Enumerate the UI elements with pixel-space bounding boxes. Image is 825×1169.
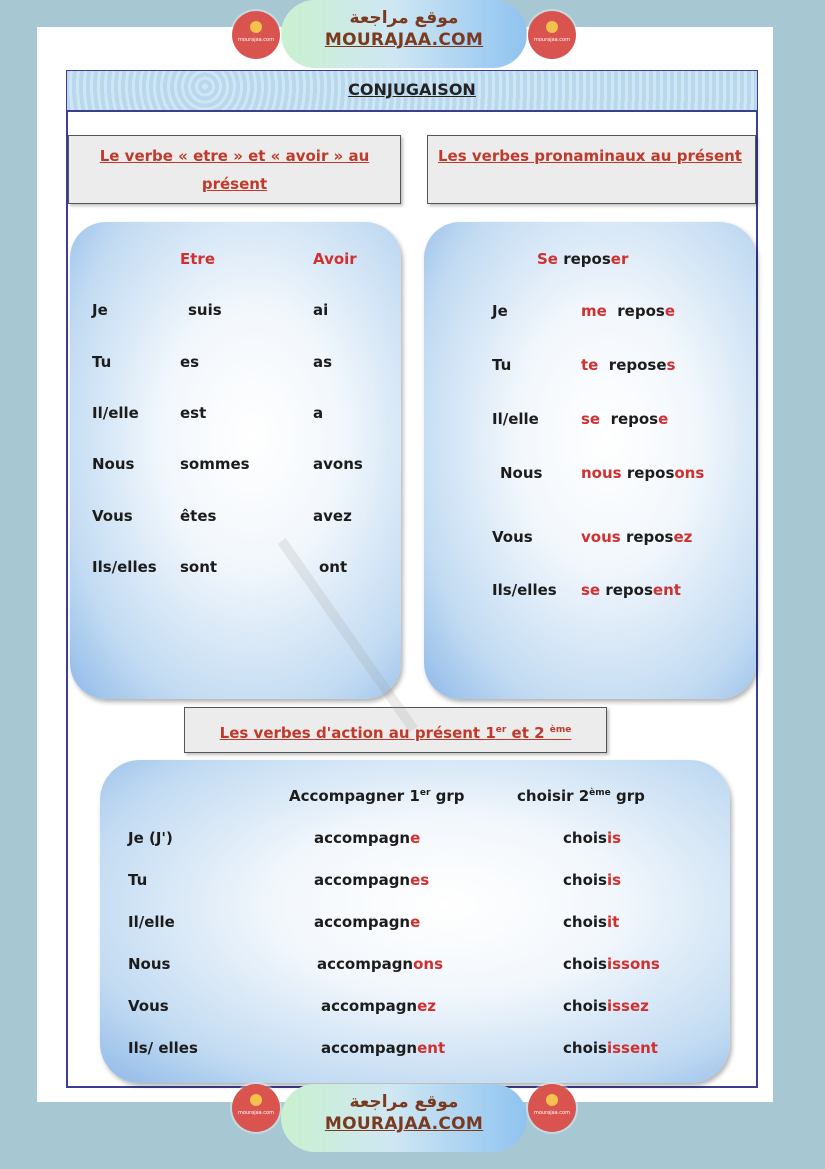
pronoun: Nous — [92, 455, 135, 473]
verb-ending: e — [664, 302, 675, 320]
accompagner-form — [314, 871, 429, 889]
choisir-form — [563, 1039, 658, 1057]
avoir-form: avez — [313, 507, 352, 525]
avoir-form: avons — [313, 455, 363, 473]
conjugated-form — [581, 581, 681, 599]
section-heading-verbes-action — [184, 707, 607, 753]
verb-ending: ons — [674, 464, 705, 482]
accompagner-form — [314, 913, 420, 931]
reflexive-pronoun: me — [581, 302, 607, 320]
reflexive-pronoun: nous — [581, 464, 622, 482]
choisir-form — [563, 955, 660, 973]
conjugated-form — [581, 356, 675, 374]
column-header-accompagner — [289, 787, 465, 805]
verb-stem: accompagn — [321, 997, 418, 1015]
verb-ending: it — [606, 913, 620, 931]
verb-ending: e — [658, 410, 669, 428]
verb-stem: repose — [608, 356, 667, 374]
accompagner-form — [317, 955, 443, 973]
verb-stem: repos — [625, 528, 674, 546]
verb-ending: ent — [417, 1039, 446, 1057]
site-name-arabic: موقع مراجعة — [349, 1092, 459, 1112]
column-header-choisir — [517, 787, 645, 805]
heading-main: Les verbes d'action au présent 1 — [219, 724, 496, 742]
reflexive-pronoun: se — [581, 410, 601, 428]
col1-tail: grp — [430, 787, 465, 805]
etre-form: êtes — [180, 507, 217, 525]
etre-form: es — [180, 353, 200, 371]
reflexive-pronoun: vous — [581, 528, 621, 546]
verb-stem: repos — [617, 302, 665, 320]
etre-form: est — [180, 404, 207, 422]
accompagner-form — [321, 997, 436, 1015]
pronoun: Je — [92, 301, 108, 319]
section-heading-etre-avoir — [68, 135, 401, 204]
verb-stem: chois — [563, 829, 607, 847]
site-name-arabic: موقع مراجعة — [349, 8, 459, 28]
pronoun: Ils/elles — [92, 558, 157, 576]
heading-line-2: présent — [201, 175, 268, 193]
column-header-avoir: Avoir — [313, 250, 357, 268]
pronoun: Il/elle — [92, 404, 139, 422]
pronoun: Vous — [492, 528, 533, 546]
heading-sup-1: er — [495, 725, 507, 735]
pronoun: Vous — [92, 507, 133, 525]
reflexive-pronoun: te — [581, 356, 599, 374]
infinitive-ending: er — [610, 250, 629, 268]
pronoun: Ils/elles — [492, 581, 557, 599]
verb-ending: ons — [413, 955, 444, 973]
choisir-form — [563, 913, 619, 931]
avoir-form: as — [313, 353, 333, 371]
verb-stem: accompagn — [314, 829, 411, 847]
pronoun: Il/elle — [492, 410, 539, 428]
verb-ending: is — [606, 829, 622, 847]
avoir-form: ont — [319, 558, 348, 576]
column-header-etre: Etre — [180, 250, 215, 268]
verb-ending: ez — [417, 997, 437, 1015]
pronoun: Tu — [492, 356, 512, 374]
pronoun: Je — [492, 302, 508, 320]
site-banner-bottom[interactable] — [281, 1084, 527, 1152]
title-bar — [67, 71, 757, 112]
conjugated-form — [581, 410, 668, 428]
pronoun: Ils/ elles — [128, 1039, 198, 1057]
col1-sup: er — [419, 788, 431, 798]
verb-ending: e — [410, 913, 421, 931]
pronoun: Tu — [128, 871, 148, 889]
site-logo-top-right[interactable]: mourajaa.com — [528, 11, 576, 59]
verb-ending: issent — [606, 1039, 658, 1057]
pronoun: Tu — [92, 353, 112, 371]
reflexive-pronoun: se — [581, 581, 601, 599]
verb-stem: chois — [563, 997, 607, 1015]
conjugated-form — [581, 528, 692, 546]
verb-ending: es — [410, 871, 430, 889]
verb-ending: s — [666, 356, 676, 374]
etre-form: sont — [180, 558, 218, 576]
verb-stem: chois — [563, 871, 607, 889]
pronoun: Nous — [500, 464, 543, 482]
verb-stem: chois — [563, 1039, 607, 1057]
infinitive-se: Se — [537, 250, 558, 268]
conjugated-form — [581, 464, 704, 482]
site-logo-bottom-left[interactable]: mourajaa.com — [232, 1084, 280, 1132]
conjugated-form — [581, 302, 675, 320]
site-logo-top-left[interactable]: mourajaa.com — [232, 11, 280, 59]
verb-stem: accompagn — [314, 913, 411, 931]
choisir-form — [563, 997, 649, 1015]
heading-sup-2: ème — [549, 725, 572, 735]
col2-main: choisir 2 — [517, 787, 590, 805]
verb-stem: chois — [563, 913, 607, 931]
avoir-form: a — [313, 404, 324, 422]
page-title: CONJUGAISON — [348, 80, 476, 99]
pronoun: Je (J') — [128, 829, 173, 847]
verb-stem: chois — [563, 955, 607, 973]
avoir-form: ai — [313, 301, 329, 319]
verb-stem: accompagn — [317, 955, 414, 973]
heading-text: Les verbes pronaminaux au présent — [438, 147, 742, 165]
heading-line-1: Le verbe « etre » et « avoir » au — [99, 147, 370, 165]
col2-sup: ème — [589, 788, 611, 798]
verb-stem: accompagn — [314, 871, 411, 889]
site-logo-bottom-right[interactable]: mourajaa.com — [528, 1084, 576, 1132]
verb-ending: issez — [606, 997, 649, 1015]
etre-form: suis — [188, 301, 222, 319]
logo-emblem-icon — [546, 1094, 558, 1106]
choisir-form — [563, 871, 621, 889]
site-url[interactable]: MOURAJAA.COM — [324, 1114, 484, 1134]
verb-infinitive — [537, 250, 628, 268]
col2-tail: grp — [610, 787, 645, 805]
etre-form: sommes — [180, 455, 250, 473]
logo-emblem-icon — [546, 21, 558, 33]
infinitive-stem: repos — [563, 250, 611, 268]
pronoun: Vous — [128, 997, 169, 1015]
verb-ending: ent — [652, 581, 681, 599]
verb-ending: e — [410, 829, 421, 847]
site-banner-top[interactable] — [281, 0, 527, 68]
accompagner-form — [321, 1039, 445, 1057]
site-url[interactable]: MOURAJAA.COM — [324, 30, 484, 50]
verb-ending: is — [606, 871, 622, 889]
heading-mid: et 2 — [506, 724, 550, 742]
pronoun: Nous — [128, 955, 171, 973]
col1-main: Accompagner 1 — [289, 787, 420, 805]
verb-ending: ez — [673, 528, 693, 546]
accompagner-form — [314, 829, 420, 847]
verb-stem: accompagn — [321, 1039, 418, 1057]
verb-ending: issons — [606, 955, 660, 973]
logo-emblem-icon — [250, 21, 262, 33]
choisir-form — [563, 829, 621, 847]
verb-stem: repos — [605, 581, 653, 599]
verb-stem: repos — [610, 410, 659, 428]
section-heading-pronominaux — [427, 135, 756, 204]
verb-stem: repos — [626, 464, 675, 482]
logo-emblem-icon — [250, 1094, 262, 1106]
pronoun: Il/elle — [128, 913, 175, 931]
